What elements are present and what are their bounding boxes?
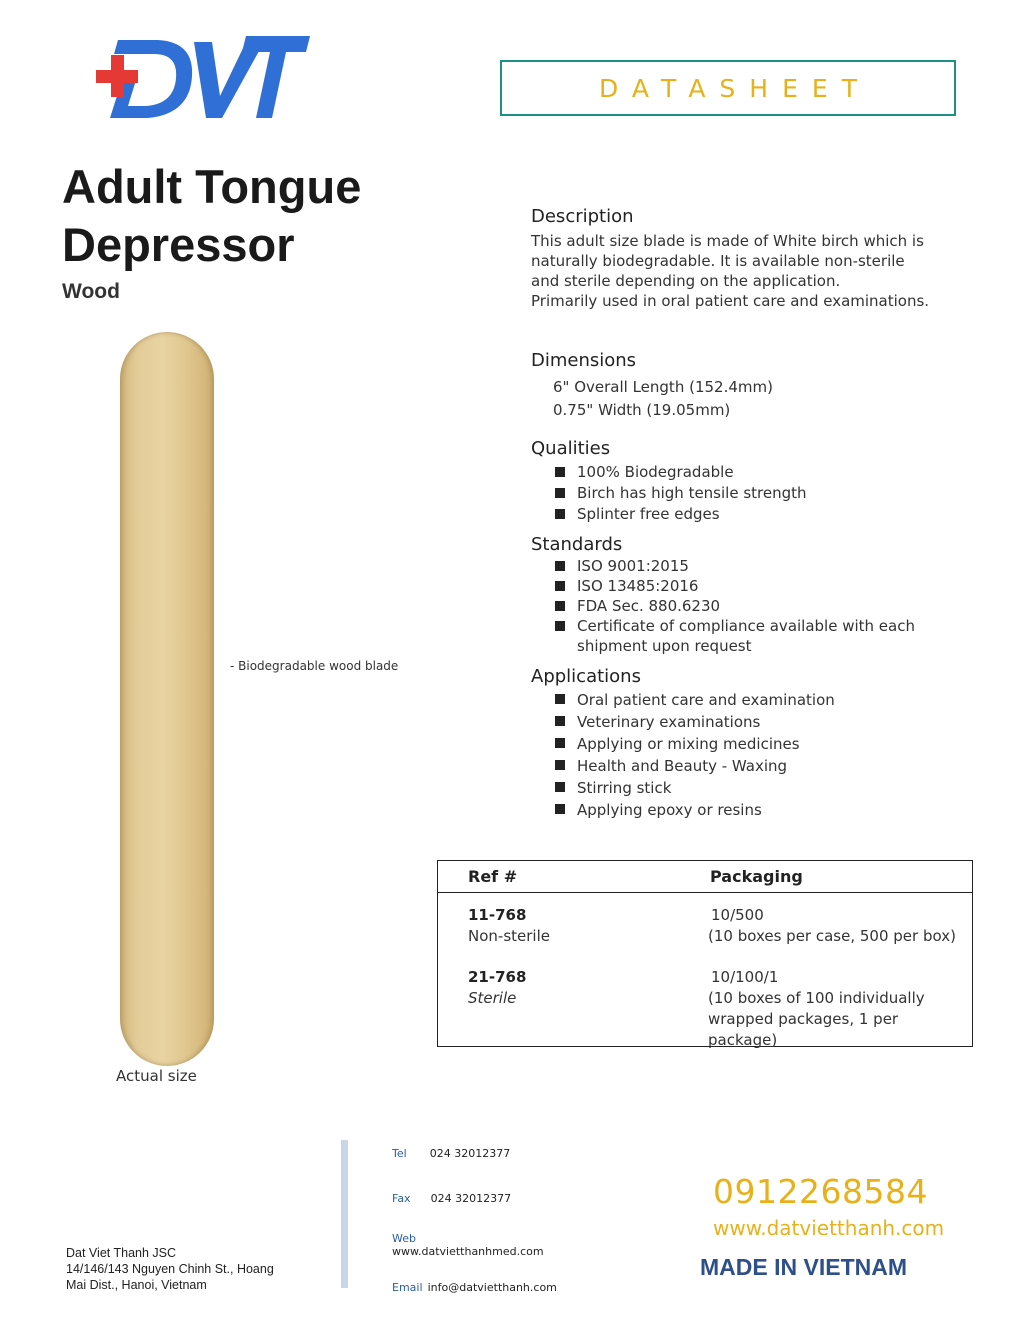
ref-number: 21-768 xyxy=(468,968,527,986)
web-link[interactable]: www.datvietthanhmed.com xyxy=(392,1245,544,1258)
list-item-label: Certificate of compliance available with each xyxy=(577,617,915,635)
description-line: This adult size blade is made of White birch which is xyxy=(531,232,924,250)
ref-type: Non-sterile xyxy=(468,927,550,945)
list-item-label: Applying epoxy or resins xyxy=(577,801,762,819)
list-item-continuation xyxy=(555,636,915,656)
list-item xyxy=(555,777,835,799)
list-item xyxy=(555,576,915,596)
list-item-label: Birch has high tensile strength xyxy=(577,484,807,502)
tel-value: 024 32012377 xyxy=(429,1147,511,1160)
list-item-label: Applying or mixing medicines xyxy=(577,735,800,753)
packaging-desc: wrapped packages, 1 per package) xyxy=(708,1010,899,1049)
column-header-packaging: Packaging xyxy=(710,867,803,886)
footer-divider xyxy=(341,1140,348,1288)
website-link[interactable]: www.datvietthanh.com xyxy=(713,1216,945,1240)
packaging-count: 10/500 xyxy=(711,906,764,924)
blade-note: - Biodegradable wood blade xyxy=(230,659,399,673)
bullet-icon xyxy=(555,467,565,477)
bullet-icon xyxy=(555,694,565,704)
packaging-cell xyxy=(708,967,972,1051)
list-item xyxy=(555,733,835,755)
bullet-icon xyxy=(555,621,565,631)
packaging-desc: (10 boxes of 100 individually xyxy=(708,989,925,1007)
footer-fax xyxy=(392,1187,511,1206)
bullet-icon xyxy=(555,581,565,591)
company-name: Dat Viet Thanh JSC xyxy=(66,1246,177,1260)
dimensions-heading: Dimensions xyxy=(531,350,637,371)
qualities-list xyxy=(555,462,807,525)
list-item xyxy=(555,799,835,821)
packaging-cell xyxy=(708,905,956,947)
description-heading: Description xyxy=(531,206,634,227)
hotline-number: 0912268584 xyxy=(713,1172,928,1211)
description-line: naturally biodegradable. It is available non-sterile xyxy=(531,252,905,270)
bullet-icon xyxy=(555,716,565,726)
packaging-desc: (10 boxes per case, 500 per box) xyxy=(708,927,956,945)
bullet-icon xyxy=(555,738,565,748)
web-label: Web xyxy=(392,1232,416,1245)
standards-list xyxy=(555,556,915,656)
list-item xyxy=(555,689,835,711)
list-item-label: Oral patient care and examination xyxy=(577,691,835,709)
bullet-icon xyxy=(555,488,565,498)
datasheet-label: DATASHEET xyxy=(599,73,871,103)
standards-heading: Standards xyxy=(531,534,623,555)
bullet-icon xyxy=(555,601,565,611)
list-item-label: FDA Sec. 880.6230 xyxy=(577,597,721,615)
list-item-label: 100% Biodegradable xyxy=(577,463,734,481)
fax-label: Fax xyxy=(392,1192,411,1205)
title-line-2: Depressor xyxy=(62,218,295,271)
fax-value: 024 32012377 xyxy=(430,1192,512,1205)
company-address xyxy=(66,1245,274,1293)
ref-type: Sterile xyxy=(468,989,517,1007)
applications-list xyxy=(555,689,835,821)
tel-label: Tel xyxy=(392,1147,407,1160)
dimension-item: 0.75" Width (19.05mm) xyxy=(553,401,731,419)
product-title xyxy=(62,158,361,274)
list-item xyxy=(555,504,807,525)
applications-heading: Applications xyxy=(531,666,641,687)
list-item xyxy=(555,556,915,576)
packaging-count: 10/100/1 xyxy=(711,968,779,986)
footer-web xyxy=(392,1232,544,1258)
list-item-label: shipment upon request xyxy=(577,637,752,655)
dimension-item: 6" Overall Length (152.4mm) xyxy=(553,378,773,396)
bullet-icon xyxy=(555,509,565,519)
list-item xyxy=(555,483,807,504)
description-text xyxy=(531,231,929,311)
email-link[interactable]: info@datvietthanh.com xyxy=(427,1281,557,1294)
list-item-label: Health and Beauty - Waxing xyxy=(577,757,788,775)
list-item xyxy=(555,596,915,616)
table-row xyxy=(468,967,526,1009)
tongue-depressor-image xyxy=(120,332,214,1066)
list-item-label: Splinter free edges xyxy=(577,505,720,523)
list-item xyxy=(555,616,915,636)
list-item-label: ISO 9001:2015 xyxy=(577,557,689,575)
logo-text: DVT xyxy=(96,34,99,35)
packaging-table xyxy=(437,860,973,1047)
product-material: Wood xyxy=(62,280,120,303)
list-item xyxy=(555,711,835,733)
list-item-label: ISO 13485:2016 xyxy=(577,577,699,595)
bullet-icon xyxy=(555,561,565,571)
column-header-ref: Ref # xyxy=(468,867,518,886)
table-row xyxy=(468,905,550,947)
table-header xyxy=(438,861,972,893)
footer-tel xyxy=(392,1142,510,1161)
footer-email xyxy=(392,1276,557,1295)
datasheet-banner xyxy=(500,60,956,116)
list-item-label: Stirring stick xyxy=(577,779,672,797)
bullet-icon xyxy=(555,760,565,770)
bullet-icon xyxy=(555,782,565,792)
address-line: 14/146/143 Nguyen Chinh St., Hoang xyxy=(66,1262,274,1276)
address-line: Mai Dist., Hanoi, Vietnam xyxy=(66,1278,207,1292)
list-item xyxy=(555,755,835,777)
made-in-label: MADE IN VIETNAM xyxy=(700,1254,907,1280)
actual-size-caption: Actual size xyxy=(116,1067,197,1085)
list-item-label: Veterinary examinations xyxy=(577,713,761,731)
ref-number: 11-768 xyxy=(468,906,527,924)
description-line: and sterile depending on the application. xyxy=(531,272,841,290)
description-line: Primarily used in oral patient care and examinations. xyxy=(531,292,930,310)
title-line-1: Adult Tongue xyxy=(62,160,362,213)
qualities-heading: Qualities xyxy=(531,438,611,459)
company-logo xyxy=(96,34,310,124)
bullet-icon xyxy=(555,804,565,814)
dimensions-list xyxy=(553,376,773,422)
email-label: Email xyxy=(392,1281,423,1294)
list-item xyxy=(555,462,807,483)
